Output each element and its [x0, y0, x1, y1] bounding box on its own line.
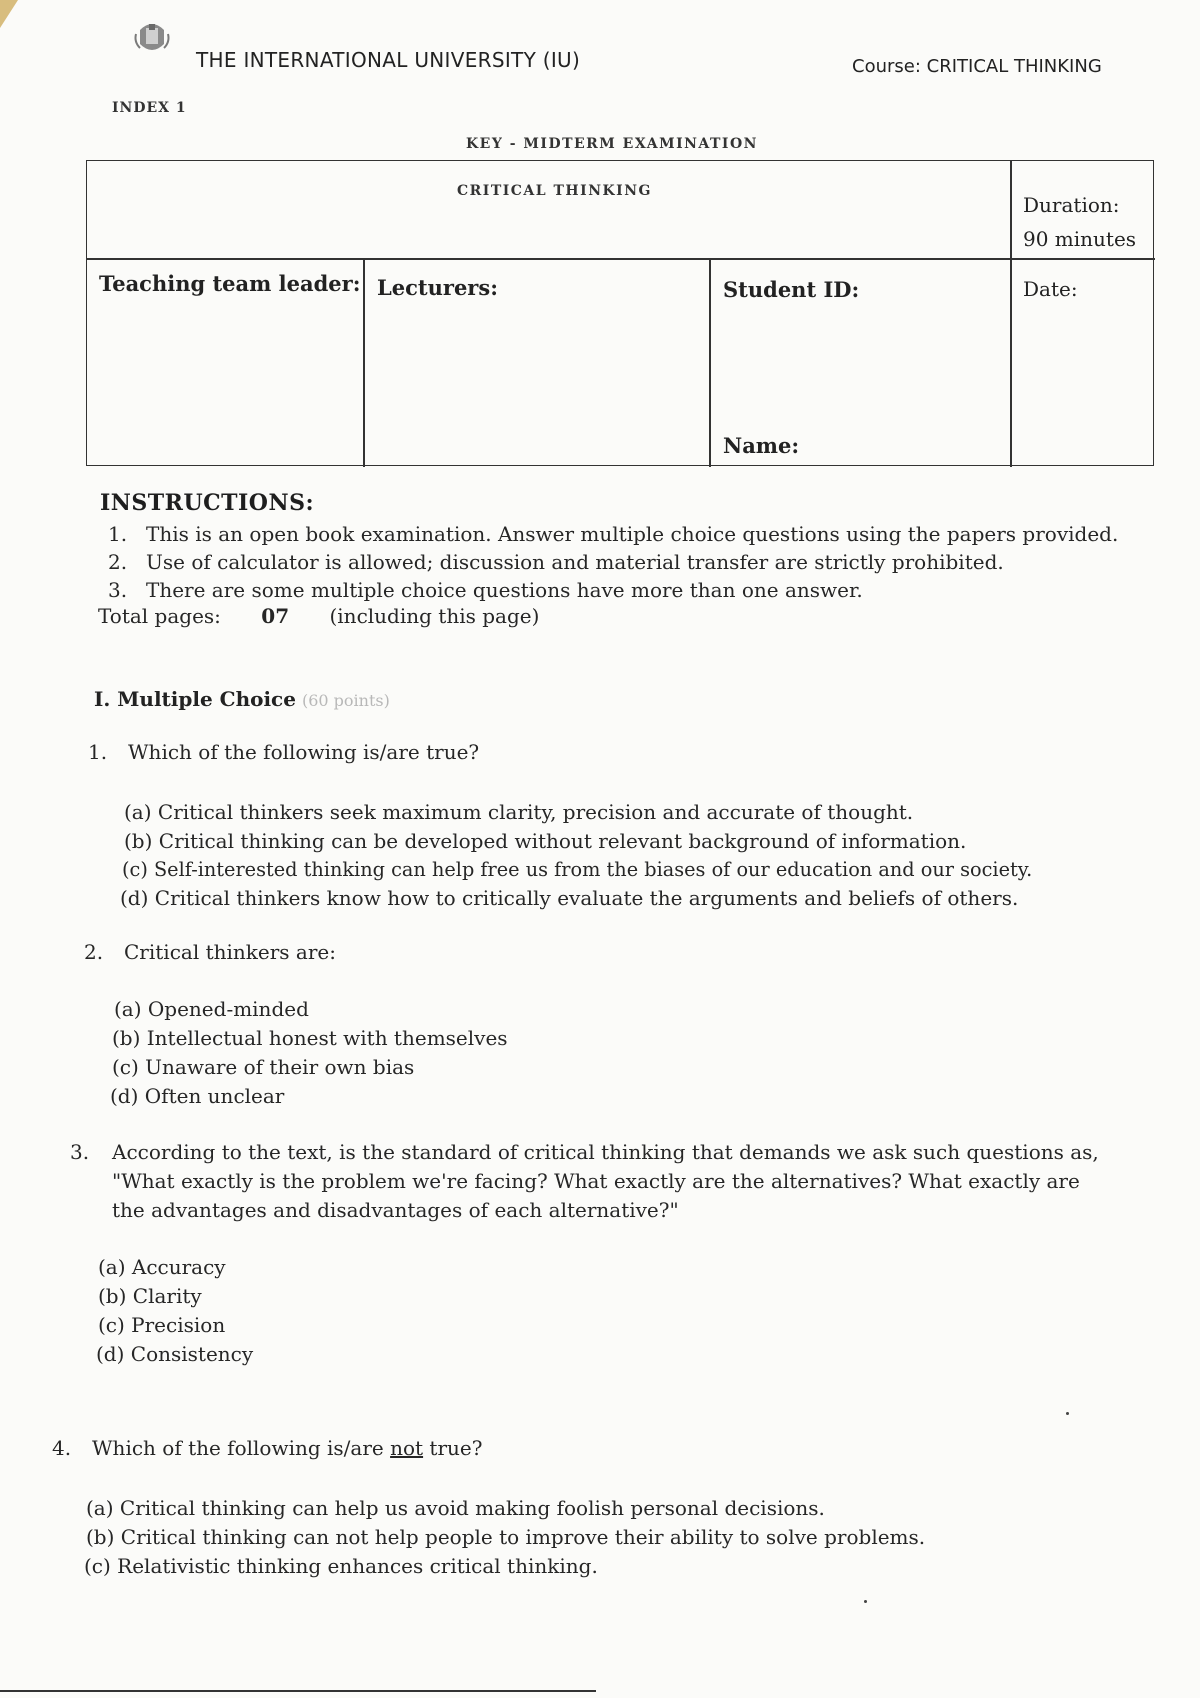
- date-label: Date:: [1023, 277, 1078, 301]
- total-pages: [98, 604, 539, 628]
- option-3a: (a) Accuracy: [98, 1255, 226, 1279]
- question-text-underlined: not: [390, 1436, 424, 1460]
- total-pages-label: Total pages:: [98, 604, 221, 628]
- option-1d: (d) Critical thinkers know how to critically evaluate the arguments and beliefs of others.: [120, 886, 1019, 910]
- section-title: I. Multiple Choice: [94, 687, 296, 711]
- option-2d: (d) Often unclear: [110, 1084, 285, 1108]
- question-text: Which of the following is/are true?: [128, 740, 480, 764]
- table-divider-vertical: [363, 258, 365, 467]
- question-2: [84, 938, 336, 967]
- footer-rule: [0, 1690, 596, 1692]
- total-pages-value: 07: [261, 604, 290, 628]
- exam-title: KEY - MIDTERM EXAMINATION: [466, 136, 758, 152]
- instructions-heading: INSTRUCTIONS:: [100, 490, 315, 516]
- scan-speck: [864, 1600, 867, 1603]
- question-number: 2.: [84, 940, 104, 964]
- instruction-item: [108, 550, 1004, 574]
- question-1: [88, 738, 480, 767]
- university-logo: [132, 20, 172, 56]
- duration-value: 90 minutes: [1023, 227, 1137, 251]
- question-number: 1.: [88, 740, 108, 764]
- instruction-text: There are some multiple choice questions have more than one answer.: [146, 578, 863, 602]
- option-1a: (a) Critical thinkers seek maximum clarity, precision and accurate of thought.: [124, 800, 914, 824]
- name-label: Name:: [723, 433, 800, 458]
- instruction-text: Use of calculator is allowed; discussion and material transfer are strictly prohibited.: [146, 550, 1004, 574]
- option-1b: (b) Critical thinking can be developed without relevant background of information.: [124, 829, 967, 853]
- option-3c: (c) Precision: [98, 1313, 226, 1337]
- instruction-number: 2.: [108, 550, 128, 574]
- option-4c: (c) Relativistic thinking enhances critical thinking.: [84, 1554, 598, 1578]
- total-pages-note: (including this page): [329, 604, 540, 628]
- page-corner-mark: [0, 0, 18, 28]
- question-text: According to the text, is the standard of critical thinking that demands we ask such questions as, "What exactly is the problem we're facing? What exactly are the alternatives? What exactly are the advantages and disadvantages of each alternative?": [112, 1140, 1099, 1222]
- section-heading: [94, 687, 390, 711]
- option-3b: (b) Clarity: [98, 1284, 202, 1308]
- instruction-text: This is an open book examination. Answer multiple choice questions using the papers provided.: [146, 522, 1119, 546]
- index-label: INDEX 1: [112, 100, 187, 116]
- question-3: [70, 1138, 1102, 1225]
- option-2a: (a) Opened-minded: [114, 997, 309, 1021]
- scan-speck: [1066, 1412, 1069, 1415]
- question-text-before: Which of the following is/are: [92, 1436, 391, 1460]
- instruction-item: [108, 578, 863, 602]
- question-4: [52, 1434, 483, 1463]
- question-number: 4.: [52, 1436, 72, 1460]
- question-text-after: true?: [423, 1436, 483, 1460]
- instruction-number: 3.: [108, 578, 128, 602]
- instruction-number: 1.: [108, 522, 128, 546]
- duration-label: Duration:: [1023, 193, 1120, 217]
- student-id-label: Student ID:: [723, 277, 860, 302]
- question-text: Critical thinkers are:: [124, 940, 336, 964]
- instruction-item: [108, 522, 1119, 546]
- section-points: (60 points): [301, 691, 390, 710]
- option-3d: (d) Consistency: [96, 1342, 254, 1366]
- table-divider-horizontal: [87, 258, 1155, 260]
- option-4b: (b) Critical thinking can not help people to improve their ability to solve problems.: [86, 1525, 926, 1549]
- question-number: 3.: [70, 1140, 90, 1164]
- university-name: THE INTERNATIONAL UNIVERSITY (IU): [196, 48, 581, 72]
- option-2c: (c) Unaware of their own bias: [112, 1055, 415, 1079]
- option-1c: (c) Self-interested thinking can help free us from the biases of our education and our society.: [122, 858, 1033, 881]
- option-4a: (a) Critical thinking can help us avoid making foolish personal decisions.: [86, 1496, 825, 1520]
- option-2b: (b) Intellectual honest with themselves: [112, 1026, 508, 1050]
- course-name: Course: CRITICAL THINKING: [852, 56, 1102, 77]
- table-divider-vertical: [709, 258, 711, 467]
- teaching-team-leader-label: Teaching team leader:: [99, 271, 361, 296]
- lecturers-label: Lecturers:: [377, 275, 498, 300]
- exam-info-table: [86, 160, 1154, 466]
- table-divider-vertical: [1010, 161, 1012, 467]
- subject-title: CRITICAL THINKING: [457, 183, 652, 199]
